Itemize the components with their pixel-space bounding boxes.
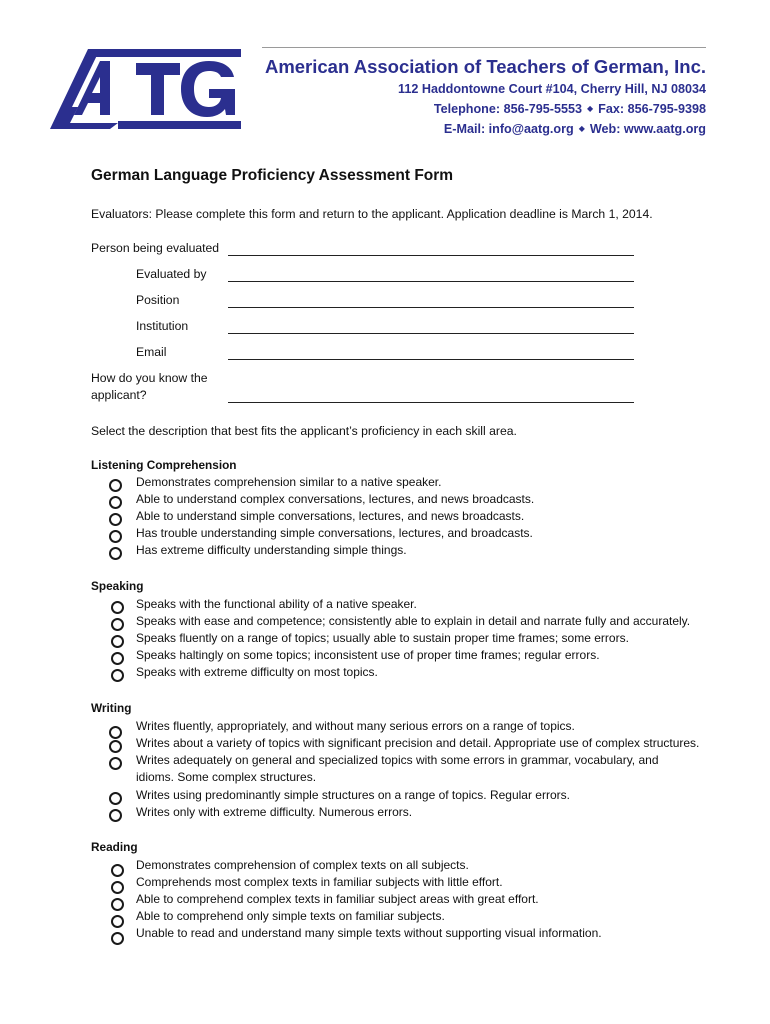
- radio-button[interactable]: [109, 726, 122, 739]
- field-label: Institution: [136, 319, 189, 333]
- field-label: applicant?: [91, 388, 147, 402]
- option-label: Demonstrates comprehension similar to a native speaker.: [136, 475, 442, 489]
- option-label: Writes only with extreme difficulty. Numerous errors.: [136, 805, 413, 819]
- org-phone-line: [265, 99, 706, 119]
- radio-button[interactable]: [111, 898, 124, 911]
- section-heading: Listening Comprehension: [91, 458, 237, 472]
- org-address: 112 Haddontowne Court #104, Cherry Hill, NJ 08034: [398, 82, 706, 96]
- option-label: Unable to read and understand many simple texts without supporting visual information.: [136, 926, 602, 940]
- radio-button[interactable]: [111, 618, 124, 631]
- radio-button[interactable]: [111, 915, 124, 928]
- radio-button[interactable]: [109, 547, 122, 560]
- diamond-separator-icon: ◆: [578, 124, 585, 133]
- radio-button[interactable]: [109, 496, 122, 509]
- form-title: German Language Proficiency Assessment Form: [91, 167, 454, 184]
- option-label: Writes using predominantly simple structures on a range of topics. Regular errors.: [136, 788, 570, 802]
- option-label: Able to comprehend complex texts in familiar subject areas with great effort.: [136, 892, 539, 906]
- select-instruction: Select the description that best fits the applicant’s proficiency in each skill area.: [91, 424, 517, 438]
- radio-button[interactable]: [111, 864, 124, 877]
- form-intro: Evaluators: Please complete this form and return to the applicant. Application deadline is March 1, 2014.: [91, 207, 653, 221]
- section-heading: Reading: [91, 840, 138, 854]
- org-contact-line: [265, 119, 706, 139]
- field-label: Evaluated by: [136, 267, 207, 281]
- relationship-input[interactable]: [228, 402, 634, 403]
- org-fax: Fax: 856-795-9398: [598, 102, 706, 116]
- radio-button[interactable]: [111, 881, 124, 894]
- option-label: Has extreme difficulty understanding simple things.: [136, 543, 407, 557]
- option-label: Demonstrates comprehension of complex texts on all subjects.: [136, 858, 469, 872]
- field-label: Person being evaluated: [91, 241, 220, 255]
- option-label: Speaks with the functional ability of a native speaker.: [136, 597, 417, 611]
- option-label: Able to understand simple conversations, lectures, and news broadcasts.: [136, 509, 525, 523]
- evaluated-by-input[interactable]: [228, 281, 634, 282]
- option-label: Writes about a variety of topics with significant precision and detail. Appropriate use of complex structures.: [136, 736, 700, 750]
- option-label: Able to comprehend only simple texts on familiar subjects.: [136, 909, 445, 923]
- option-label: Has trouble understanding simple conversations, lectures, and broadcasts.: [136, 526, 533, 540]
- radio-button[interactable]: [109, 757, 122, 770]
- diamond-separator-icon: ◆: [587, 104, 594, 113]
- header-rule: [262, 47, 706, 48]
- org-telephone: Telephone: 856-795-5553: [433, 102, 583, 116]
- option-label: Speaks with extreme difficulty on most topics.: [136, 665, 378, 679]
- option-label: Speaks haltingly on some topics; inconsistent use of proper time frames; regular errors.: [136, 648, 600, 662]
- section-heading: Speaking: [91, 579, 144, 593]
- option-label: Comprehends most complex texts in familiar subjects with little effort.: [136, 875, 503, 889]
- option-label: Writes fluently, appropriately, and without many serious errors on a range of topics.: [136, 719, 575, 733]
- person-evaluated-input[interactable]: [228, 255, 634, 256]
- option-label: Speaks with ease and competence; consistently able to explain in detail and narrate fully and accurately.: [136, 614, 691, 628]
- radio-button[interactable]: [109, 740, 122, 753]
- radio-button[interactable]: [111, 601, 124, 614]
- field-label: Position: [136, 293, 180, 307]
- aatg-logo: [48, 45, 243, 130]
- field-label: How do you know the: [91, 371, 208, 385]
- field-label: Email: [136, 345, 167, 359]
- radio-button[interactable]: [109, 513, 122, 526]
- radio-button[interactable]: [109, 792, 122, 805]
- radio-button[interactable]: [111, 635, 124, 648]
- organization-header: [265, 54, 706, 139]
- email-input[interactable]: [228, 359, 634, 360]
- radio-button[interactable]: [109, 479, 122, 492]
- radio-button[interactable]: [109, 809, 122, 822]
- org-name: American Association of Teachers of German, Inc.: [264, 56, 706, 77]
- option-label: Writes adequately on general and specialized topics with some errors in grammar, vocabulary, and idioms. Some complex structures.: [136, 753, 659, 785]
- option-label: Speaks fluently on a range of topics; usually able to sustain proper time frames; some errors.: [136, 631, 629, 645]
- radio-button[interactable]: [109, 530, 122, 543]
- org-email[interactable]: E-Mail: info@aatg.org: [443, 122, 574, 136]
- org-web[interactable]: Web: www.aatg.org: [589, 122, 706, 136]
- option-label: Able to understand complex conversations, lectures, and news broadcasts.: [136, 492, 535, 506]
- radio-button[interactable]: [111, 652, 124, 665]
- institution-input[interactable]: [228, 333, 634, 334]
- position-input[interactable]: [228, 307, 634, 308]
- radio-button[interactable]: [111, 932, 124, 945]
- radio-button[interactable]: [111, 669, 124, 682]
- section-heading: Writing: [91, 701, 132, 715]
